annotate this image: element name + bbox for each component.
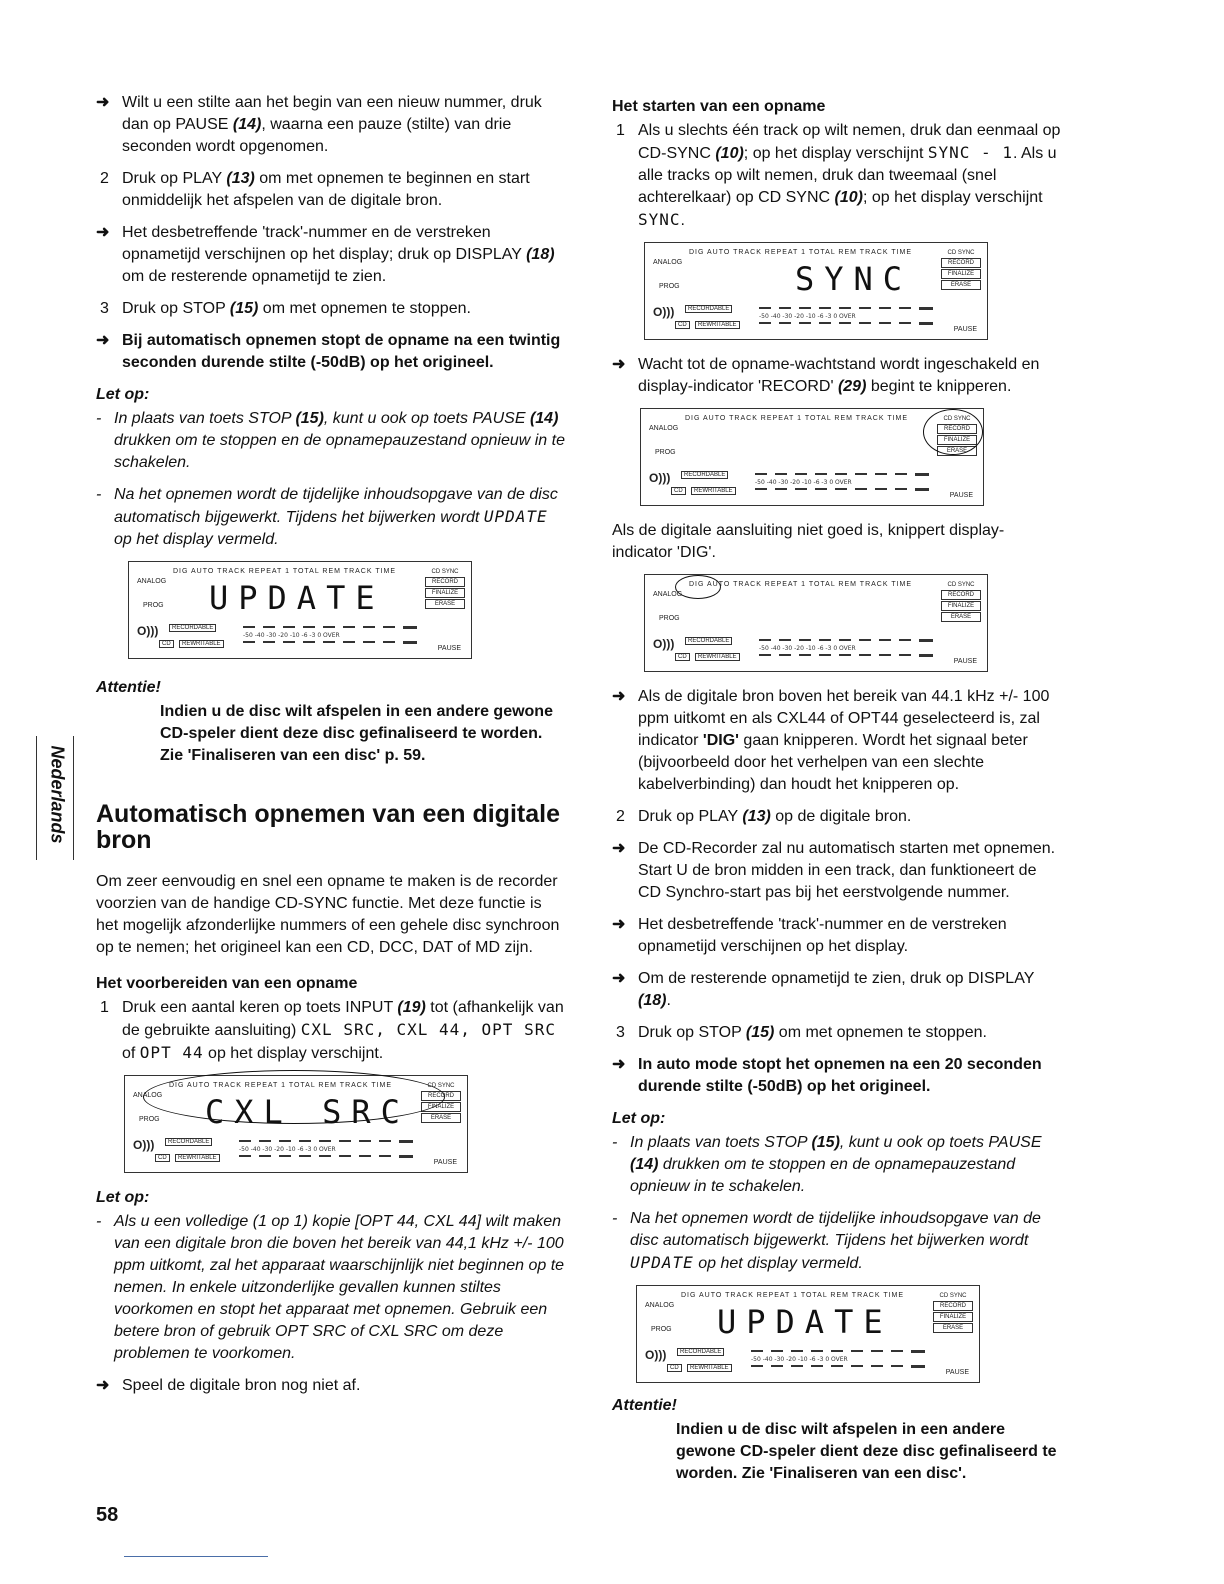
attention-heading: Attentie! — [96, 679, 161, 696]
attention-body: Indien u de disc wilt afspelen in een andere gewone CD-speler dient deze disc gefinaliseerd te worden. Zie 'Finaliseren van een disc'. — [676, 1421, 1057, 1482]
level-meter — [235, 1138, 425, 1162]
display-panel-update: DIG AUTO TRACK REPEAT 1 TOTAL REM TRACK TIME ANALOG PROG UPDATE CD SYNC RECORD FINALIZE ERASE O))) RECORDABLE CD REWRITABLE -50 -40 -30 -20 -10 -6 -3 0 OVER PAUSE — [636, 1285, 980, 1383]
highlight-circle — [143, 1070, 445, 1124]
svg-text:-50 -40 -30 -20 -10 -6 -3 0 OV: -50 -40 -30 -20 -10 -6 -3 0 OVER — [755, 479, 852, 486]
subheading-prepare: Het voorbereiden van een opname — [96, 975, 358, 992]
svg-text:-50 -40 -30 -20 -10 -6 -3 0 OV: -50 -40 -30 -20 -10 -6 -3 0 OVER — [243, 632, 340, 639]
display-readout: UPDATE — [717, 1303, 893, 1341]
attention-body: Indien u de disc wilt afspelen in een andere gewone CD-speler dient deze disc gefinaliseerd te worden. Zie 'Finaliseren van een disc' p. 59. — [160, 703, 553, 764]
subheading-start: Het starten van een opname — [612, 98, 826, 115]
display-readout: UPDATE — [209, 579, 385, 617]
page-number: 58 — [96, 1504, 119, 1526]
step-3-stop: 3 Druk op STOP (15) om met opnemen te stoppen. — [616, 1024, 987, 1041]
svg-text:-50 -40 -30 -20 -10 -6 -3 0 OV: -50 -40 -30 -20 -10 -6 -3 0 OVER — [239, 1146, 336, 1153]
display-panel-update: DIG AUTO TRACK REPEAT 1 TOTAL REM TRACK TIME ANALOG PROG UPDATE CD SYNC RECORD FINALIZE ERASE O))) RECORDABLE CD REWRITABLE -50 -40 -30 -20 -10 -6 -3 0 OVER PAUSE — [128, 561, 472, 659]
svg-text:-50 -40 -30 -20 -10 -6 -3 0 OV: -50 -40 -30 -20 -10 -6 -3 0 OVER — [751, 1356, 848, 1363]
bullet-auto-start: ➜ De CD-Recorder zal nu automatisch starten met opnemen. Start U de bron midden in een track, dan funktioneert de CD Synchro-start pas bij het eerstvolgende nummer. — [612, 840, 1056, 901]
svg-text:-50 -40 -30 -20 -10 -6 -3 0 OV: -50 -40 -30 -20 -10 -6 -3 0 OVER — [759, 313, 856, 320]
bullet-dig-blink: ➜ Als de digitale bron boven het bereik van 44.1 kHz +/- 100 ppm uitkomt en als CXL44 of OPT44 geselecteerd is, zal indicator 'DIG' gaan knipperen. Wordt het signaal beter (bijvoorbeeld door het verhelpen van een slechte kabelverbinding) dan houdt het knipperen op. — [612, 688, 1050, 793]
level-meter — [755, 305, 945, 329]
intro-paragraph: Om zeer eenvoudig en snel een opname te maken is de recorder voorzien van de handige CD-SYNC functie. Met deze functie is het mogelijk afzonderlijke nummers of een gehele disc synchroon op te nemen; het origineel kan een CD, DCC, DAT of MD zijn. — [96, 873, 560, 956]
highlight-circle — [675, 575, 721, 599]
level-meter — [751, 471, 941, 495]
bullet-wait-record: ➜ Wacht tot de opname-wachtstand wordt ingeschakeld en display-indicator 'RECORD' (29) begint te knipperen. — [612, 356, 1040, 395]
arrow-icon: ➜ — [96, 94, 110, 111]
step-1-cd-sync: 1 Als u slechts één track op wilt nemen, druk dan eenmaal op CD-SYNC (10); op het display verschijnt SYNC - 1. Als u alle tracks op wilt nemen, druk dan tweemaal (snel achterelkaar) op CD SYNC (10); op het display verschijnt SYNC. — [616, 122, 1061, 229]
note-item: - In plaats van toets STOP (15), kunt u ook op toets PAUSE (14) drukken om te stoppen en de opnamepauzestand opnieuw in te schakelen. — [612, 1134, 1042, 1195]
footer-rule — [124, 1556, 268, 1557]
arrow-icon: ➜ — [96, 224, 110, 241]
bullet-dont-play: ➜ Speel de digitale bron nog niet af. — [96, 1375, 566, 1397]
speaker-icon: O))) — [649, 471, 671, 485]
note-item: - Als u een volledige (1 op 1) kopie [OPT 44, CXL 44] wilt maken van een digitale bron die boven het bereik van 44,1 kHz +/- 100 ppm uitkomt, zal het apparaat waarschijnlijk niet beginnen op te nemen. In enkele uitzonderlijke gevallen kunnen stiltes voorkomen en stopt het apparaat met opnemen. Gebruik een betere bron of gebruik OPT SRC of CXL SRC om deze problemen te voorkomen. — [96, 1213, 565, 1362]
svg-text:-50 -40 -30 -20 -10 -6 -3 0 OV: -50 -40 -30 -20 -10 -6 -3 0 OVER — [759, 645, 856, 652]
display-readout: CXL SRC — [205, 1093, 410, 1131]
display-panel-dig-blink: DIG AUTO TRACK REPEAT 1 TOTAL REM TRACK TIME ANALOG PROG CD SYNC RECORD FINALIZE ERASE O))) RECORDABLE CD REWRITABLE -50 -40 -30 -20 -10 -6 -3 0 OVER PAUSE — [644, 574, 988, 672]
level-meter — [239, 624, 429, 648]
display-panel-record-blink: DIG AUTO TRACK REPEAT 1 TOTAL REM TRACK TIME ANALOG PROG CD SYNC RECORD FINALIZE ERASE O))) RECORDABLE CD REWRITABLE -50 -40 -30 -20 -10 -6 -3 0 OVER PAUSE — [640, 408, 984, 506]
level-meter — [747, 1348, 937, 1372]
display-panel-cxl-src: DIG AUTO TRACK REPEAT 1 TOTAL REM TRACK TIME ANALOG PROG CXL SRC CD SYNC RECORD FINALIZE ERASE O))) RECORDABLE CD REWRITABLE -50 -40 -30 -20 -10 -6 -3 0 OVER PAUSE — [124, 1075, 468, 1173]
step-1-input: 1 Druk een aantal keren op toets INPUT (19) tot (afhankelijk van de gebruikte aansluiting) CXL SRC, CXL 44, OPT SRC of OPT 44 op het display verschijnt. — [100, 999, 564, 1062]
display-readout: SYNC — [795, 260, 913, 298]
arrow-icon: ➜ — [96, 332, 110, 349]
note-item: - Na het opnemen wordt de tijdelijke inhoudsopgave van de disc automatisch bijgewerkt. Tijdens het bijwerken wordt UPDATE op het display vermeld. — [612, 1210, 1041, 1272]
speaker-icon: O))) — [653, 637, 675, 651]
note-item: - In plaats van toets STOP (15), kunt u ook op toets PAUSE (14) drukken om te stoppen en de opnamepauzestand opnieuw in te schakelen. — [96, 410, 565, 471]
speaker-icon: O))) — [137, 624, 159, 638]
arrow-icon: ➜ — [612, 970, 626, 987]
dig-paragraph: Als de digitale aansluiting niet goed is, knippert display-indicator 'DIG'. — [612, 522, 1005, 561]
step-2-play: 2 Druk op PLAY (13) op de digitale bron. — [616, 808, 912, 825]
arrow-icon: ➜ — [612, 840, 626, 857]
right-column — [612, 92, 1062, 1507]
bullet-track-number: ➜ Het desbetreffende 'track'-nummer en de verstreken opnametijd verschijnen op het display. — [612, 916, 1007, 955]
bullet-auto-stop: ➜ Bij automatisch opnemen stopt de opname na een twintig seconden durende stilte (-50dB) op het origineel. — [96, 332, 561, 371]
arrow-icon: ➜ — [612, 1056, 626, 1073]
arrow-icon: ➜ — [96, 1377, 110, 1394]
speaker-icon: O))) — [645, 1348, 667, 1362]
language-side-tab: Nederlands — [36, 736, 74, 860]
step-2-play: 2 Druk op PLAY (13) om met opnemen te beginnen en start onmiddelijk het afspelen van de digitale bron. — [100, 170, 530, 209]
arrow-icon: ➜ — [612, 356, 626, 373]
bullet-track-number: ➜ Het desbetreffende 'track'-nummer en de verstreken opnametijd verschijnen op het display; druk op DISPLAY (18) om de resterende opnametijd te zien. — [96, 224, 555, 285]
note-item: - Na het opnemen wordt de tijdelijke inhoudsopgave van de disc automatisch bijgewerkt. Tijdens het bijwerken wordt UPDATE op het display vermeld. — [96, 486, 558, 548]
highlight-circle — [923, 409, 983, 455]
bullet-auto-mode-stop: ➜ In auto mode stopt het opnemen na een 20 seconden durende stilte (-50dB) op het origineel. — [612, 1056, 1042, 1095]
arrow-icon: ➜ — [612, 916, 626, 933]
note-heading: Let op: — [612, 1110, 666, 1127]
bullet-remaining-time: ➜ Om de resterende opnametijd te zien, druk op DISPLAY (18). — [612, 970, 1035, 1009]
note-heading: Let op: — [96, 1189, 150, 1206]
bullet-pause-silence: ➜ Wilt u een stilte aan het begin van een nieuw nummer, druk dan op PAUSE (14), waarna een pauze (stilte) van drie seconden wordt opgenomen. — [96, 94, 542, 155]
left-column — [96, 92, 566, 1407]
section-heading: Automatisch opnemen van een digitale bron — [96, 800, 560, 854]
arrow-icon: ➜ — [612, 688, 626, 705]
speaker-icon: O))) — [133, 1138, 155, 1152]
level-meter — [755, 637, 945, 661]
attention-heading: Attentie! — [612, 1397, 677, 1414]
display-panel-sync: DIG AUTO TRACK REPEAT 1 TOTAL REM TRACK TIME ANALOG PROG SYNC CD SYNC RECORD FINALIZE ERASE O))) RECORDABLE CD REWRITABLE -50 -40 -30 -20 -10 -6 -3 0 OVER PAUSE — [644, 242, 988, 340]
step-3-stop: 3 Druk op STOP (15) om met opnemen te stoppen. — [100, 300, 471, 317]
speaker-icon: O))) — [653, 305, 675, 319]
note-heading: Let op: — [96, 386, 150, 403]
